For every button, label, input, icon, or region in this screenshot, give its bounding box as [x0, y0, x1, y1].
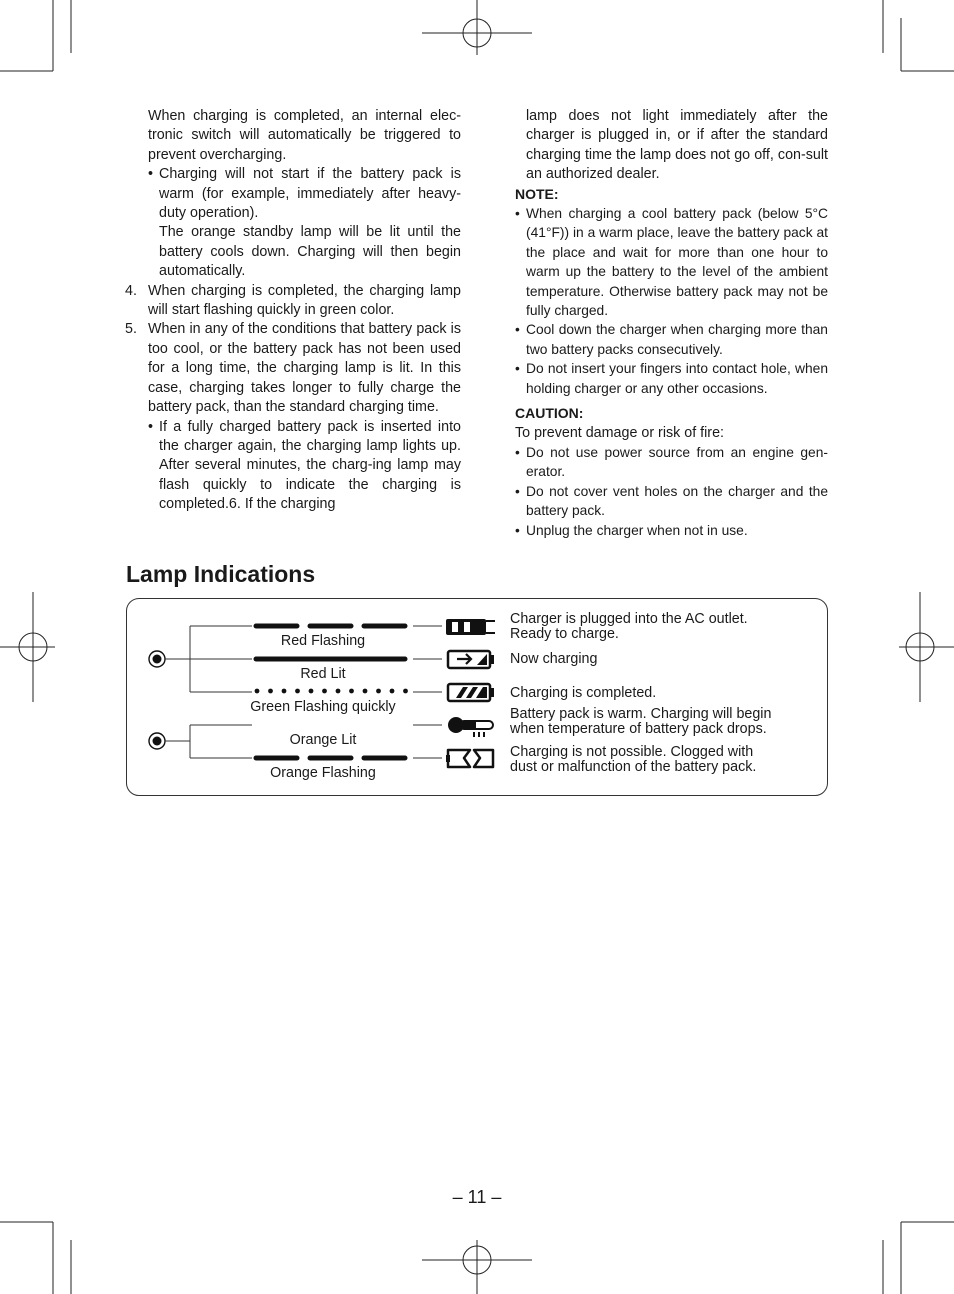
- thermometer-icon: [448, 717, 493, 737]
- label-orange-flashing: Orange Flashing: [270, 765, 376, 781]
- green-flashing-quickly-pattern: [255, 689, 408, 694]
- bullet-mark: •: [515, 522, 520, 538]
- item-number: 5.: [125, 321, 137, 338]
- desc-error: [510, 745, 756, 775]
- desc-line: Charger is plugged into the AC outlet.: [510, 611, 748, 627]
- desc-line: Battery pack is warm. Charging will begin: [510, 706, 772, 722]
- section-title: Lamp Indications: [126, 561, 316, 587]
- bullet-text: Charging will not start if the battery pack is warm (for example, immediately after heavy-duty operation).: [159, 166, 461, 222]
- page-number: – 11 –: [452, 1187, 502, 1207]
- battery-full-icon: [448, 684, 494, 701]
- paragraph-standby-lamp: The orange standby lamp will be lit until the battery cools down. Charging will then begin automatically.: [159, 224, 461, 280]
- label-red-flashing: Red Flashing: [280, 633, 366, 649]
- caution-text: Unplug the charger when not in use.: [526, 522, 748, 538]
- bullet-mark: •: [148, 166, 154, 183]
- bullet-mark: •: [515, 444, 520, 460]
- bullet-text: If a fully charged battery pack is inserted into the charger again, the charging lamp lights up. After several minutes, the charg-ing lamp may flash quickly to indicate the charging is completed.6. If the charging: [159, 418, 461, 513]
- item-text: When in any of the conditions that battery pack is too cool, or the battery pack has not been used for a long time, the charging lamp is lit. In this case, charging takes longer to fully charge the battery pack, than the standard charging time.: [148, 321, 461, 416]
- note-text: Do not insert your fingers into contact hole, when holding charger or any other occasions.: [526, 361, 828, 396]
- bullet-mark: •: [515, 361, 520, 377]
- paragraph-overcharge: When charging is completed, an internal elec-tronic switch will automatically be triggered to prevent overcharging.: [148, 108, 461, 163]
- lamp-orange-icon: [149, 733, 165, 749]
- desc-now-charging: Now charging: [510, 651, 598, 667]
- item-text: When charging is completed, the charging lamp will start flashing quickly in green color.: [148, 282, 461, 319]
- plug-icon: [446, 619, 495, 635]
- label-red-lit: Red Lit: [300, 666, 346, 682]
- item-number: 4.: [125, 282, 137, 299]
- bullet-mark: •: [515, 483, 520, 499]
- caution-heading: CAUTION:: [515, 405, 584, 422]
- note-heading: NOTE:: [515, 185, 559, 202]
- note-text: When charging a cool battery pack (below 5°C (41°F)) in a warm place, leave the battery pack at the place and wait for more than one hour to warm up the battery to the level of the ambient temperature. Otherwise battery pack may not be fully charged.: [526, 206, 828, 319]
- paragraph-continued: lamp does not light immediately after the charger is plugged in, or if after the standard charging time the lamp does not go off, con-sult an authorized dealer.: [526, 108, 828, 183]
- label-green-flashing-quickly: Green Flashing quickly: [250, 699, 396, 715]
- bullet-mark: •: [515, 206, 520, 222]
- desc-line: dust or malfunction of the battery pack.: [510, 759, 757, 775]
- desc-completed: Charging is completed.: [510, 685, 657, 701]
- desc-warm: [510, 707, 771, 737]
- desc-plugged: [510, 612, 748, 642]
- caution-text: Do not cover vent holes on the charger and the battery pack.: [526, 483, 828, 519]
- desc-line: when temperature of battery pack drops.: [510, 721, 767, 737]
- label-orange-lit: Orange Lit: [289, 732, 357, 748]
- bullet-mark: •: [148, 418, 154, 435]
- caution-intro: To prevent damage or risk of fire:: [515, 424, 724, 441]
- battery-error-icon: [446, 750, 493, 767]
- desc-line: Ready to charge.: [510, 626, 619, 642]
- battery-charging-icon: [448, 651, 494, 668]
- note-text: Cool down the charger when charging more than two battery packs consecutively.: [526, 322, 828, 357]
- lamp-red-green-icon: [149, 651, 165, 667]
- caution-text: Do not use power source from an engine gen-erator.: [526, 444, 828, 480]
- desc-line: Charging is not possible. Clogged with: [510, 744, 754, 760]
- bullet-mark: •: [515, 322, 520, 338]
